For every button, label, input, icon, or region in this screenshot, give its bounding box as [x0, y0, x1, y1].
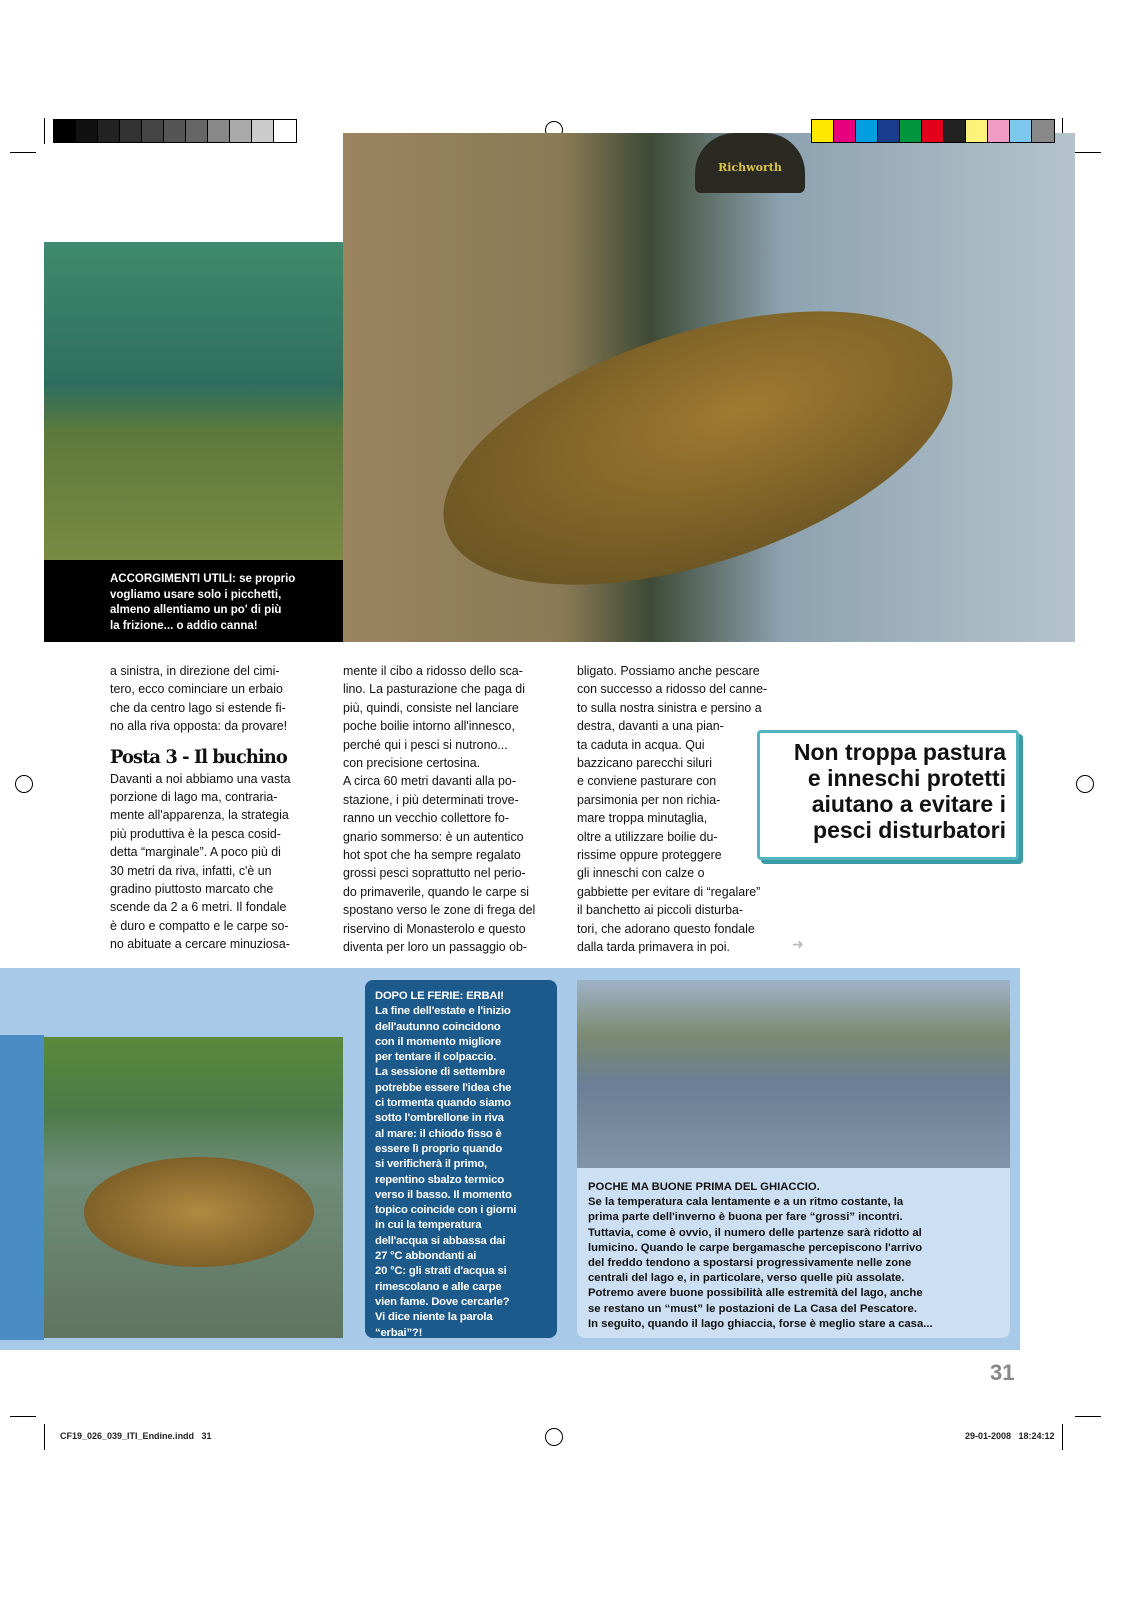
color-swatch [988, 120, 1010, 142]
ghiaccio-line: del freddo tendono a spostarsi progressivamente nelle zone [588, 1257, 912, 1270]
color-swatch [1010, 120, 1032, 142]
erbai-line: dell'autunno coincidono [375, 1020, 501, 1033]
pull-quote-line: pesci disturbatori [813, 817, 1006, 843]
crop-mark [1075, 152, 1101, 153]
color-swatch [1032, 120, 1054, 142]
photo-lake-boats [577, 980, 1010, 1168]
text-line: hot spot che ha sempre regalato [343, 847, 521, 863]
erbai-line: al mare: il chiodo fisso è [375, 1127, 502, 1140]
color-swatch [230, 120, 252, 142]
color-swatch [900, 120, 922, 142]
ghiaccio-line: Tuttavia, come è ovvio, il numero delle partenze sarà ridotto al [588, 1226, 922, 1239]
pull-quote-line: aiutano a evitare i [811, 791, 1006, 817]
text-column-3 [577, 662, 778, 957]
erbai-box [365, 980, 557, 1338]
text-line: mente il cibo a ridosso dello sca- [343, 663, 523, 678]
photo-rods-on-shore [44, 242, 343, 560]
text-line: tero, ecco cominciare un erbaio [110, 681, 283, 697]
text-line: e conviene pasturare con [577, 773, 717, 789]
text-line: perché qui i pesci si nutrono... [343, 736, 508, 752]
color-swatch [878, 120, 900, 142]
text-line: ranno un vecchio collettore fo- [343, 810, 510, 826]
registration-mark-icon [15, 775, 33, 793]
text-line: che da centro lago si estende fi- [110, 699, 286, 715]
text-line: no abituate a cercare minuziosa- [110, 936, 290, 952]
text-line: bazzicano parecchi siluri [577, 755, 713, 771]
caption-title: ACCORGIMENTI UTILI: [110, 573, 236, 585]
color-swatch [186, 120, 208, 142]
footer-file: CF19_026_039_ITI_Endine.indd 31 [60, 1431, 212, 1441]
text-line: rissime oppure proteggere [577, 847, 722, 863]
caption-line: vogliamo usare solo i picchetti, [110, 588, 282, 601]
text-line: mente all'apparenza, la strategia [110, 807, 289, 823]
ghiaccio-line: lumicino. Quando le carpe bergamasche percepiscono l'arrivo [588, 1241, 923, 1254]
color-swatch [252, 120, 274, 142]
text-line: a sinistra, in direzione del cimi- [110, 663, 280, 678]
erbai-line: 27 °C abbondanti ai [375, 1250, 477, 1263]
text-line: bligato. Possiamo anche pescare [577, 663, 760, 678]
text-line: do primaverile, quando le carpe si [343, 883, 530, 899]
text-line: detta “marginale”. A poco più di [110, 844, 281, 860]
erbai-line: sotto l'ombrellone in riva [375, 1112, 504, 1125]
continue-arrow-icon: ➜ [792, 936, 804, 952]
erbai-line: 20 °C: gli strati d'acqua si [375, 1265, 507, 1278]
registration-mark-icon [545, 1428, 563, 1446]
crop-mark [44, 1424, 45, 1450]
text-line: 30 metri da riva, infatti, c'è un [110, 862, 272, 878]
text-line: oltre a utilizzare boilie du- [577, 828, 718, 844]
erbai-line: potrebbe essere l'idea che [375, 1081, 512, 1094]
color-swatch [966, 120, 988, 142]
color-swatch [944, 120, 966, 142]
erbai-line: vien fame. Dove cercarle? [375, 1295, 510, 1308]
erbai-line: dell'acqua si abbassa dai [375, 1234, 506, 1247]
erbai-line: con il momento migliore [375, 1035, 501, 1048]
erbai-line: topico coincide con i giorni [375, 1204, 517, 1217]
text-line: più produttiva è la pesca cosid- [110, 825, 281, 841]
erbai-line: La sessione di settembre [375, 1066, 506, 1079]
text-line: lino. La pasturazione che paga di [343, 681, 525, 697]
text-line: con precisione certosina. [343, 755, 481, 771]
ghiaccio-title: POCHE MA BUONE PRIMA DEL GHIACCIO. [588, 1181, 820, 1193]
page-number: 31 [990, 1360, 1015, 1385]
text-line: riservino di Monasterolo e questo [343, 920, 526, 936]
text-line: è duro e compatto e le carpe so- [110, 917, 289, 933]
erbai-line: Vi dice niente la parola [375, 1311, 493, 1324]
color-swatch [922, 120, 944, 142]
erbai-line: La fine dell'estate e l'inizio [375, 1005, 511, 1018]
pull-quote-line: Non troppa pastura [793, 739, 1006, 765]
color-swatch [142, 120, 164, 142]
color-swatch [120, 120, 142, 142]
erbai-line: essere lì proprio quando [375, 1142, 503, 1155]
photo-angler-in-water [44, 1037, 343, 1338]
text-line: più, quindi, consiste nel lanciare [343, 699, 519, 715]
color-swatch [834, 120, 856, 142]
text-line: poche boilie intorno all'innesco, [343, 718, 515, 734]
text-line: diventa per loro un passaggio ob- [343, 939, 528, 955]
hat-logo: Richworth [695, 133, 805, 193]
text-line: il banchetto ai piccoli disturba- [577, 902, 744, 918]
footer-date: 29-01-2008 18:24:12 [965, 1431, 1055, 1441]
color-swatch [208, 120, 230, 142]
text-line: ta caduta in acqua. Qui [577, 736, 705, 752]
ghiaccio-line: Se la temperatura cala lentamente e a un ritmo costante, la [588, 1196, 904, 1209]
crop-mark [1075, 1416, 1101, 1417]
erbai-line: rimescolano e alle carpe [375, 1280, 502, 1293]
color-swatch [812, 120, 834, 142]
carp-shape [84, 1157, 314, 1267]
erbai-line: in cui la temperatura [375, 1219, 482, 1232]
band-accent [0, 1035, 44, 1340]
ghiaccio-line: In seguito, quando il lago ghiaccia, forse è meglio stare a casa... [588, 1317, 933, 1330]
caption-line: se proprio [239, 573, 296, 585]
color-swatch [76, 120, 98, 142]
registration-mark-icon [1076, 775, 1094, 793]
text-line: gabbiette per evitare di “regalare” [577, 883, 761, 899]
text-line: mare troppa minutaglia, [577, 810, 708, 826]
photo-angler-with-carp [343, 133, 1075, 642]
erbai-title: DOPO LE FERIE: ERBAI! [375, 990, 504, 1002]
text-line: grossi pesci soprattutto nel perio- [343, 865, 526, 881]
text-column-1 [110, 662, 311, 954]
crop-mark [44, 118, 45, 144]
erbai-line: verso il basso. Il momento [375, 1188, 512, 1201]
ghiaccio-line: se restano un “must” le postazioni de La Casa del Pescatore. [588, 1302, 917, 1315]
text-line: dalla tarda primavera in poi. [577, 939, 730, 955]
text-line: parsimonia per non richia- [577, 791, 721, 807]
caption-line: almeno allentiamo un po' di più [110, 604, 282, 616]
ghiaccio-line: prima parte dell'inverno è buona per fare “grossi” incontri. [588, 1211, 903, 1224]
erbai-line: ci tormenta quando siamo [375, 1097, 511, 1110]
color-swatch [164, 120, 186, 142]
caption-line: la frizione... o addio canna! [110, 619, 258, 632]
text-line: to sulla nostra sinistra e persino a [577, 699, 762, 715]
text-line: tori, che adorano questo fondale [577, 920, 755, 936]
erbai-line: si verificherà il primo, [375, 1158, 487, 1171]
erbai-line: per tentare il colpaccio. [375, 1051, 497, 1064]
color-swatch [856, 120, 878, 142]
text-line: gradino piuttosto marcato che [110, 881, 274, 897]
crop-mark [10, 1416, 36, 1417]
text-line: no alla riva opposta: da provare! [110, 718, 288, 734]
crop-mark [1062, 1424, 1063, 1450]
text-line: A circa 60 metri davanti alla po- [343, 773, 516, 789]
text-line: destra, davanti a una pian- [577, 718, 724, 734]
ghiaccio-line: Potremo avere buone possibilità alle estremità del lago, anche [588, 1287, 923, 1300]
pull-quote [757, 730, 1019, 860]
ghiaccio-line: centrali del lago e, in particolare, verso quelle più assolate. [588, 1272, 905, 1285]
color-swatch [98, 120, 120, 142]
ghiaccio-box [577, 1168, 1010, 1338]
erbai-line: repentino sbalzo termico [375, 1173, 504, 1186]
crop-mark [10, 152, 36, 153]
color-swatch [274, 120, 296, 142]
text-line: porzione di lago ma, contraria- [110, 789, 278, 805]
carp-shape [410, 257, 985, 640]
color-swatch [54, 120, 76, 142]
text-line: spostano verso le zone di frega del [343, 902, 536, 918]
section-heading: Posta 3 - Il buchino [110, 745, 287, 768]
erbai-line: “erbai”?! [375, 1326, 423, 1339]
text-line: con successo a ridosso del canne- [577, 681, 768, 697]
photo-caption [44, 560, 343, 642]
text-column-2 [343, 662, 544, 957]
pull-quote-line: e inneschi protetti [807, 765, 1006, 791]
text-line: stazione, i più determinati trove- [343, 791, 519, 807]
text-line: Davanti a noi abbiamo una vasta [110, 770, 291, 786]
text-line: gli inneschi con calze o [577, 865, 705, 881]
text-line: scende da 2 a 6 metri. Il fondale [110, 899, 287, 915]
text-line: gnario sommerso: è un autentico [343, 828, 524, 844]
